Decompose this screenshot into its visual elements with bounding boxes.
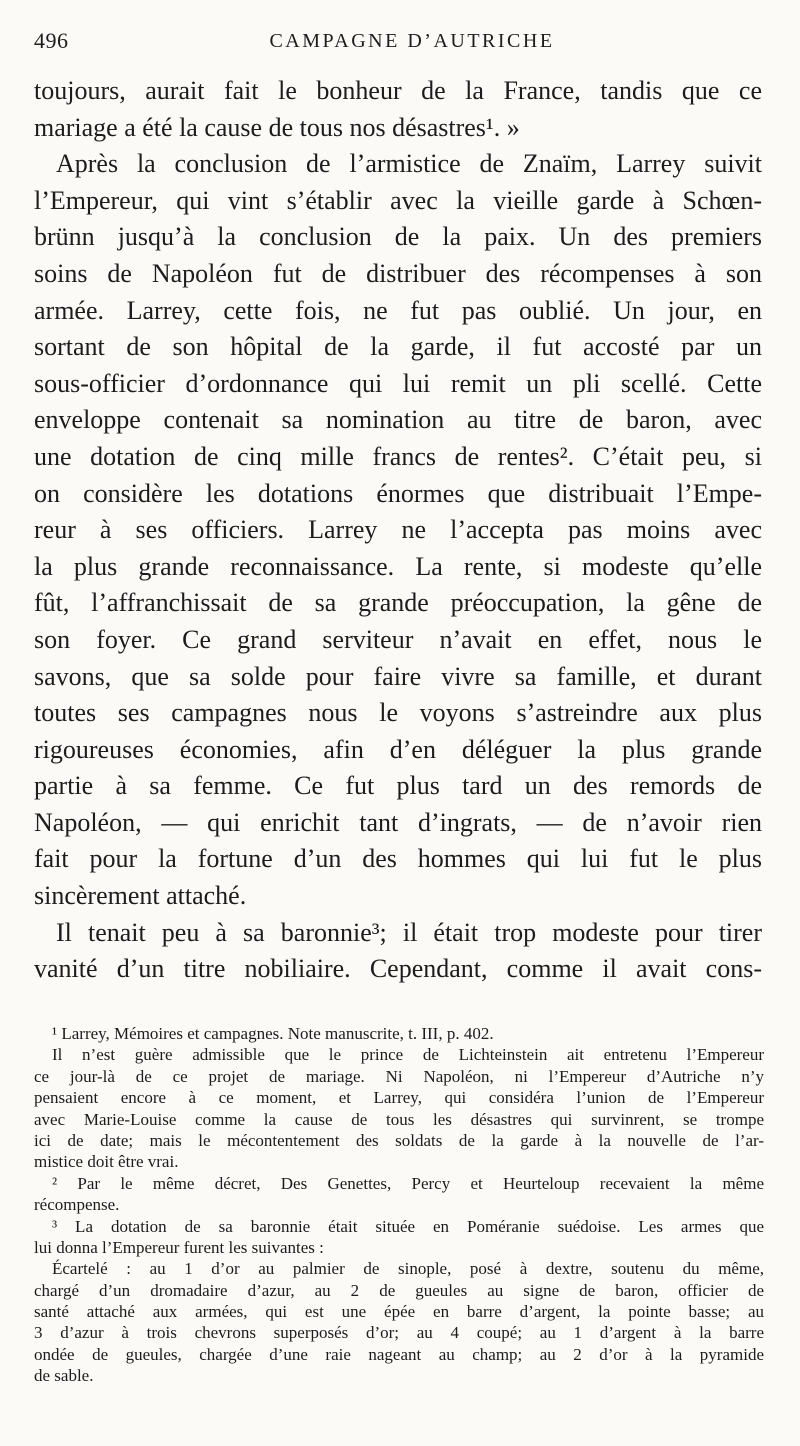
footnote-line: Il n’est guère admissible que le prince de Lichteinstein ait entretenu l’Empereur [52, 1045, 764, 1065]
footnote-line: ici de date; mais le mécontentement des soldats de la garde à la nouvelle de l’ar- [34, 1130, 764, 1150]
footnote-line: récompense. [34, 1195, 120, 1215]
text-line: enveloppe contenait sa nomination au titre de baron, avec [34, 405, 762, 435]
body-text [34, 73, 762, 988]
text-line: vanité d’un titre nobiliaire. Cependant, comme il avait cons- [34, 954, 762, 984]
text-line: sous-officier d’ordonnance qui lui remit un pli scellé. Cette [34, 368, 762, 398]
text-line: sincèrement attaché. [34, 881, 247, 911]
footnotes [34, 1023, 764, 1387]
running-title: CAMPAGNE D’AUTRICHE [269, 30, 555, 52]
text-line: mariage a été la cause de tous nos désastres¹. » [34, 112, 520, 142]
text-line: Napoléon, — qui enrichit tant d’ingrats, — de n’avoir rien [34, 807, 762, 837]
text-line: toutes ses campagnes nous le voyons s’astreindre aux plus [34, 698, 762, 728]
footnote-line: ce jour-là de ce projet de mariage. Ni Napoléon, ni l’Empereur d’Autriche n’y [34, 1066, 764, 1086]
footnote-line: avec Marie-Louise comme la cause de tous les désastres qui survinrent, se trompe [34, 1109, 764, 1129]
footnote-line: santé attaché aux armées, qui est une épée en barre d’argent, la pointe basse; au [34, 1302, 764, 1322]
footnote-line: 3 d’azur à trois chevrons superposés d’or; au 4 coupé; au 1 d’argent à la barre [34, 1323, 764, 1343]
text-line: toujours, aurait fait le bonheur de la France, tandis que ce [34, 76, 762, 105]
footnote-line: ¹ Larrey, Mémoires et campagnes. Note manuscrite, t. III, p. 402. [52, 1024, 494, 1043]
footnote-line: de sable. [34, 1366, 94, 1386]
page-header [34, 28, 760, 58]
text-line: soins de Napoléon fut de distribuer des récompenses à son [34, 258, 762, 288]
text-line: brünn jusqu’à la conclusion de la paix. Un des premiers [34, 222, 762, 252]
footnote-line: chargé d’un dromadaire d’azur, au 2 de gueules au signe de baron, officier de [34, 1280, 764, 1300]
text-line: Il tenait peu à sa baronnie³; il était trop modeste pour tirer [56, 917, 762, 947]
footnote-line: ³ La dotation de sa baronnie était située en Poméranie suédoise. Les armes que [52, 1216, 764, 1236]
footnote-line: ondée de gueules, chargée d’une raie nageant au champ; au 2 d’or à la pyramide [34, 1344, 764, 1364]
text-line: sortant de son hôpital de la garde, il fut accosté par un [34, 332, 762, 362]
text-line: la plus grande reconnaissance. La rente, si modeste qu’elle [34, 551, 762, 581]
text-line: reur à ses officiers. Larrey ne l’accepta pas moins avec [34, 515, 762, 545]
text-line: Après la conclusion de l’armistice de Znaïm, Larrey suivit [56, 149, 762, 179]
text-line: fût, l’affranchissait de sa grande préoccupation, la gêne de [34, 588, 762, 618]
text-line: l’Empereur, qui vint s’établir avec la vieille garde à Schœn- [34, 185, 762, 215]
text-line: partie à sa femme. Ce fut plus tard un des remords de [34, 771, 762, 801]
footnote-line: lui donna l’Empereur furent les suivantes : [34, 1237, 324, 1257]
text-line: une dotation de cinq mille francs de rentes². C’était peu, si [34, 441, 762, 471]
text-line: on considère les dotations énormes que distribuait l’Empe- [34, 478, 762, 508]
page-number: 496 [34, 28, 69, 53]
footnote-line: pensaient encore à ce moment, et Larrey, qui considéra l’union de l’Empereur [34, 1088, 764, 1108]
footnote-line: mistice doit être vrai. [34, 1152, 179, 1172]
footnote-line: ² Par le même décret, Des Genettes, Percy et Heurteloup recevaient la même [52, 1173, 764, 1193]
text-line: rigoureuses économies, afin d’en déléguer la plus grande [34, 734, 762, 764]
text-line: armée. Larrey, cette fois, ne fut pas oublié. Un jour, en [34, 295, 762, 325]
text-line: fait pour la fortune d’un des hommes qui lui fut le plus [34, 844, 762, 874]
text-line: savons, que sa solde pour faire vivre sa famille, et durant [34, 661, 762, 691]
footnote-line: Écartelé : au 1 d’or au palmier de sinople, posé à dextre, soutenu du même, [52, 1259, 764, 1279]
text-line: son foyer. Ce grand serviteur n’avait en effet, nous le [34, 624, 762, 654]
